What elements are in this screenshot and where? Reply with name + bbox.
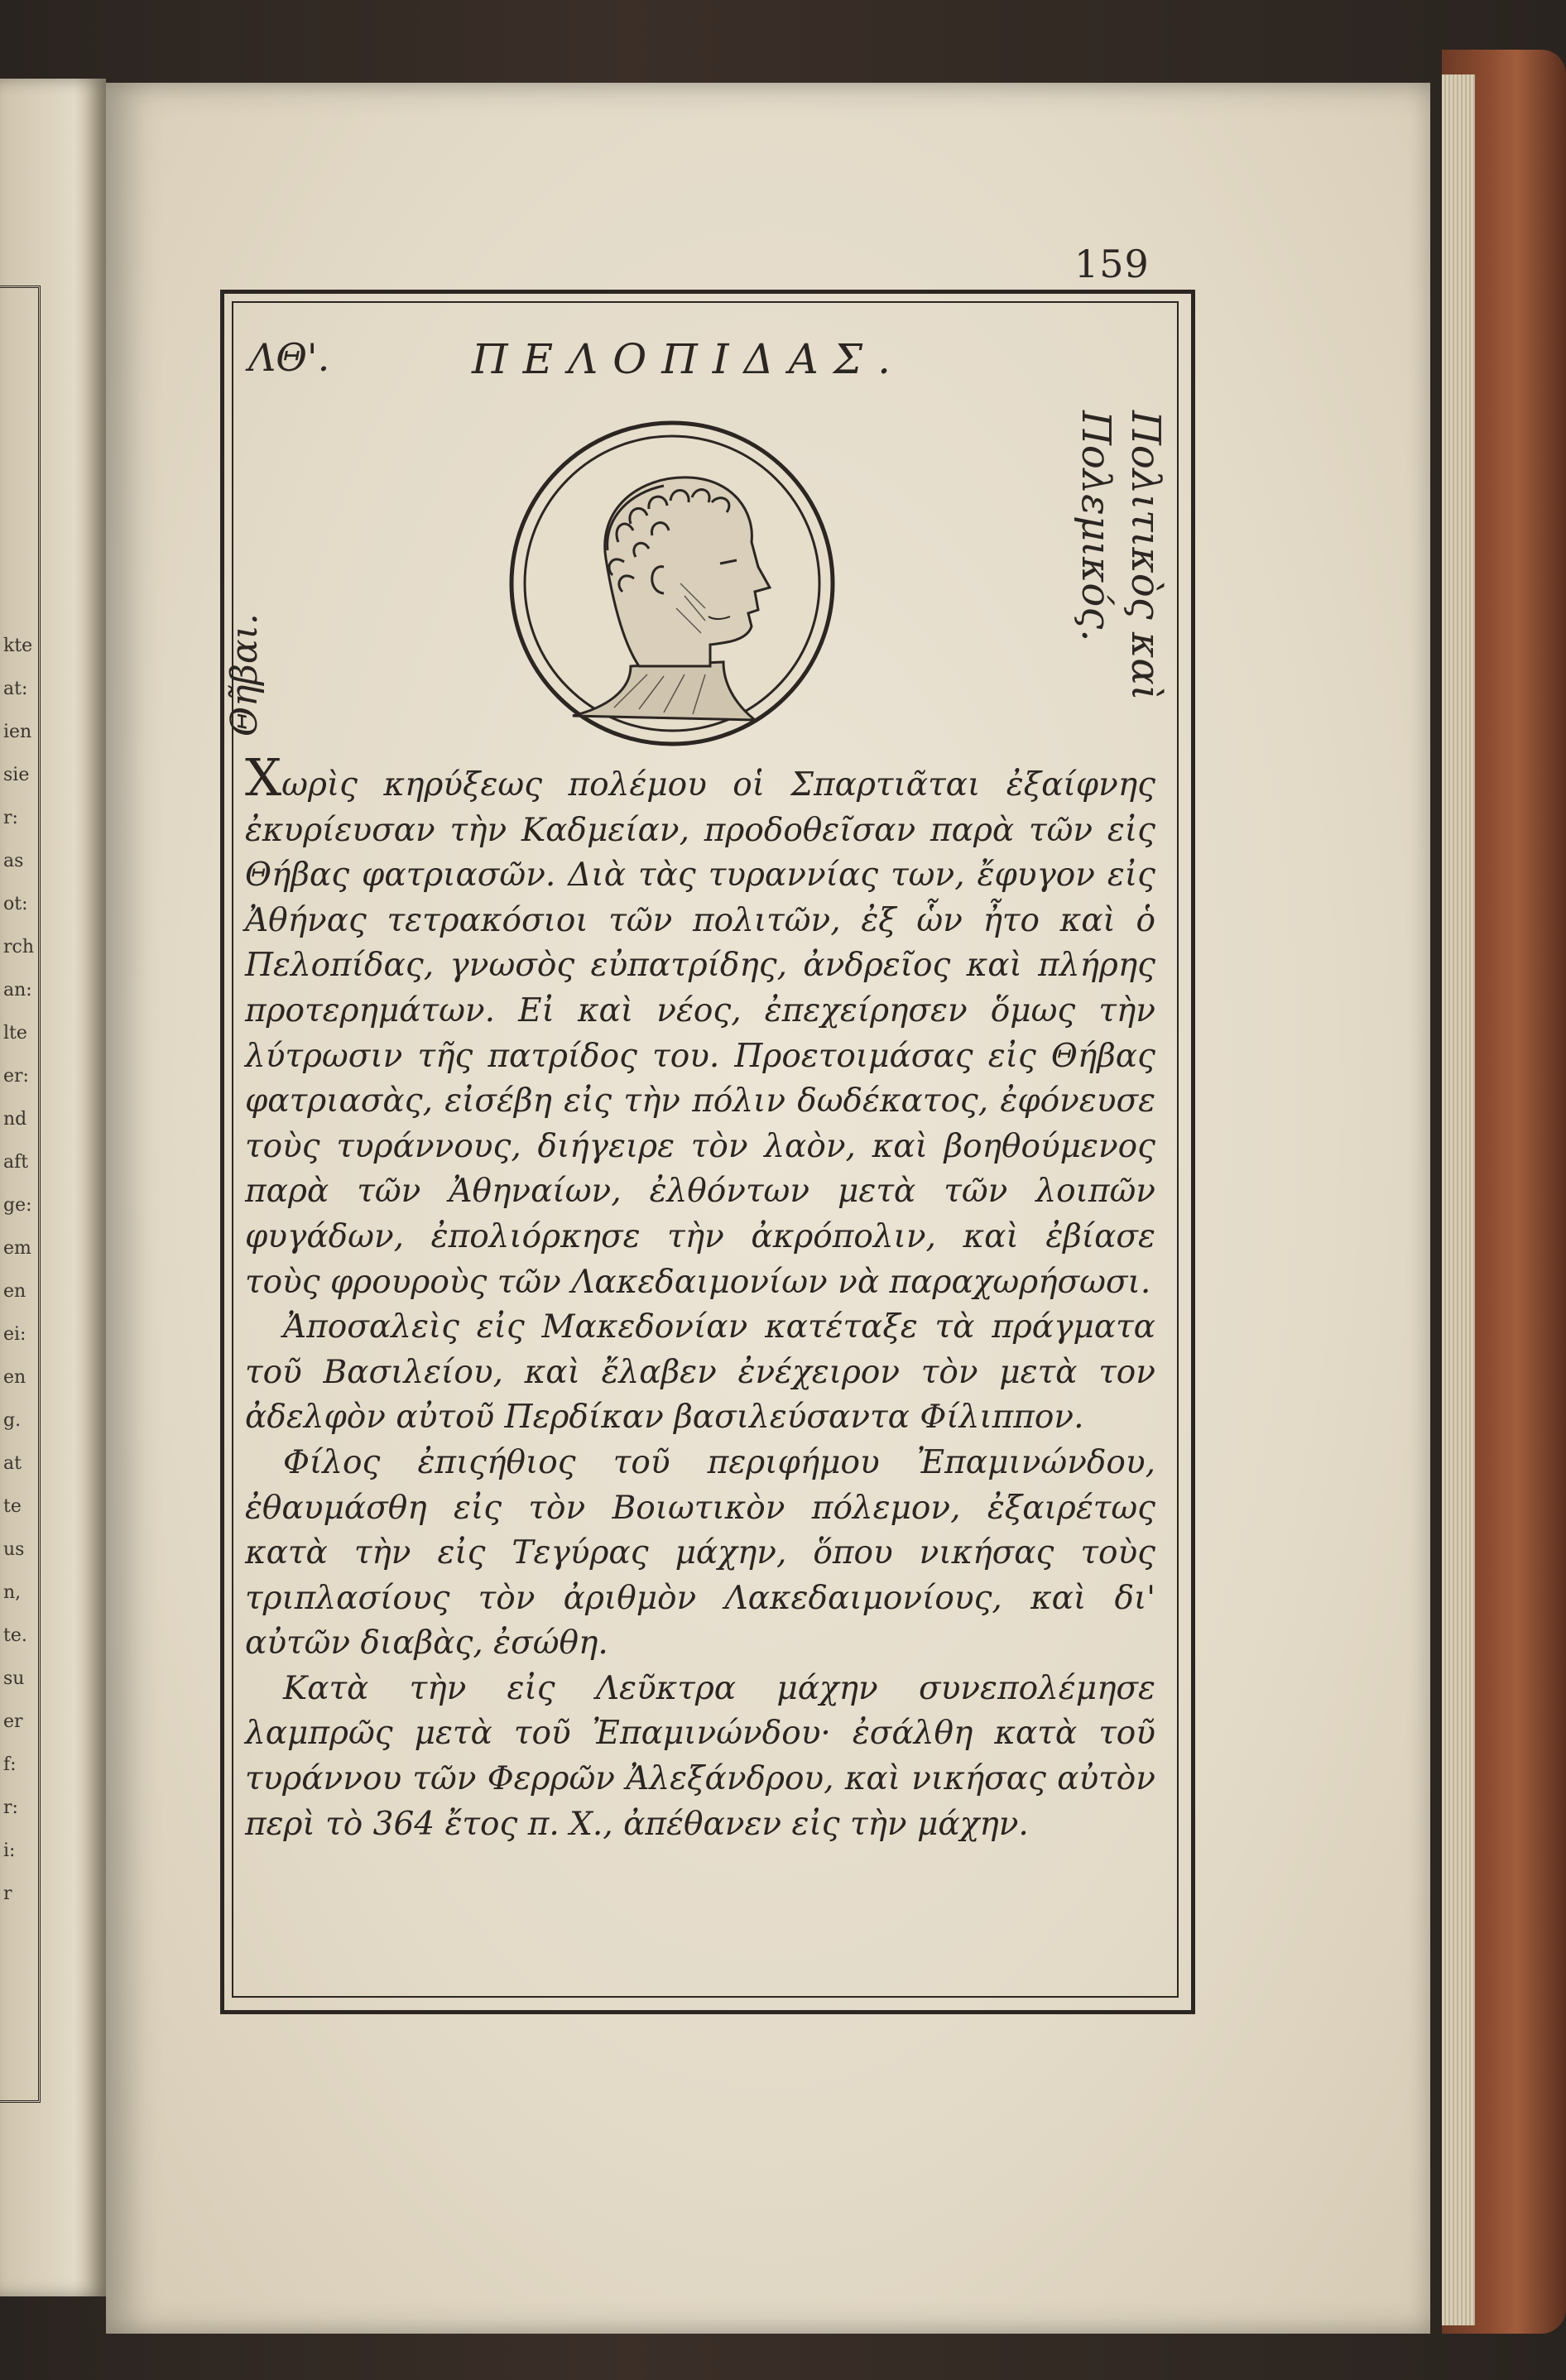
- previous-page-fragment: r:: [3, 1797, 18, 1818]
- side-label-left: Θῆβαι.: [223, 613, 266, 737]
- previous-page-fragment: nd: [3, 1109, 27, 1130]
- previous-page-fragment: aft: [3, 1152, 29, 1173]
- previous-page-fragment: at:: [3, 679, 28, 699]
- previous-page-fragment: as: [3, 851, 24, 871]
- entry-body: [245, 747, 1155, 1847]
- previous-page-fragment: er:: [3, 1066, 29, 1087]
- drop-cap: Χ: [245, 747, 282, 808]
- entry-number: ΛΘ'.: [248, 335, 330, 380]
- previous-page-fragment: n,: [3, 1582, 22, 1603]
- paragraph-4: Κατὰ τὴν εἰς Λεῦκτρα μάχην συνεπολέμησε λαμπρῶς μετὰ τοῦ Ἐπαμινώνδου· ἐσάλθη κατὰ τοῦ τυράννου τῶν Φερρῶν Ἀλεξάνδρου, καὶ νικήσας αὐτὸν περὶ τὸ 364 ἔτος π. Χ., ἀπέθανεν εἰς τὴν μάχην.: [245, 1669, 1155, 1843]
- previous-page-fragment: lte: [3, 1023, 27, 1044]
- side-label-right-line1: Πολιτικὸς καὶ: [1122, 410, 1169, 701]
- previous-page-fragment: g.: [3, 1410, 22, 1431]
- paragraph-2: Ἀποσαλεὶς εἰς Μακεδονίαν κατέταξε τὰ πράγματα τοῦ Βασιλείου, καὶ ἔλαβεν ἐνέχειρον τὸν μετὰ τον ἀδελφὸν αὐτοῦ Περδίκαν βασιλεύσαντα Φίλιππον.: [245, 1308, 1155, 1437]
- paragraph-3: Φίλος ἐπιςήθιος τοῦ περιφήμου Ἐπαμινώνδου, ἐθαυμάσθη εἰς τὸν Βοιωτικὸν πόλεμον, ἐξαιρέτως κατὰ τὴν εἰς Τεγύρας μάχην, ὅπου νικήσας τοὺς τριπλασίους τὸν ἀριθμὸν Λακεδαιμονίους, καὶ δι' αὐτῶν διαβὰς, ἐσώθη.: [245, 1443, 1155, 1663]
- previous-page-fragment: sie: [3, 765, 30, 785]
- previous-page-fragment: kte: [3, 636, 33, 656]
- previous-page-fragment: ei:: [3, 1324, 26, 1345]
- entry-title: ΠΕΛΟΠΙΔΑΣ.: [472, 335, 906, 383]
- previous-page-fragment: en: [3, 1367, 26, 1388]
- previous-page-edge: [0, 79, 106, 2296]
- page-number: 159: [1074, 242, 1150, 286]
- previous-page-fragment: er: [3, 1711, 23, 1732]
- previous-page-fragment: ien: [3, 722, 32, 742]
- paragraph-1-text: ωρὶς κηρύξεως πολέμου οἱ Σπαρτιᾶται ἐξαίφνης ἐκυρίευσαν τὴν Καδμείαν, προδοθεῖσαν παρὰ τῶν εἰς Θήβας φατριασῶν. Διὰ τὰς τυραννίας των, ἔφυγον εἰς Ἀθήνας τετρακόσιοι τῶν πολιτῶν, ἐξ ὧν ἦτο καὶ ὁ Πελοπίδας, γνωσὸς εὐπατρίδης, ἀνδρεῖος καὶ πλήρης προτερημάτων. Εἰ καὶ νέος, ἐπεχείρησεν ὅμως τὴν λύτρωσιν τῆς πατρίδος του. Προετοιμάσας εἰς Θήβας φατριασὰς, εἰσέβη εἰς τὴν πόλιν δωδέκατος, ἐφόνευσε τοὺς τυράννους, διήγειρε τὸν λαὸν, καὶ βοηθούμενος παρὰ τῶν Ἀθηναίων, ἐλθόντων μετὰ τῶν λοιπῶν φυγάδων, ἐπολιόρκησε τὴν ἀκρόπολιν, καὶ ἐβίασε τοὺς φρουροὺς τῶν Λακεδαιμονίων νὰ παραχωρήσωσι.: [245, 766, 1155, 1301]
- coin-portrait-icon: [507, 418, 838, 749]
- previous-page-fragment: us: [3, 1539, 25, 1560]
- previous-page-fragment: te.: [3, 1625, 27, 1646]
- previous-page-fragment: em: [3, 1238, 31, 1259]
- previous-page-fragment: i:: [3, 1840, 16, 1861]
- previous-page-fragment: ot:: [3, 894, 28, 914]
- side-label-right-line2: Πολεμικός.: [1073, 410, 1119, 642]
- previous-page-fragment: r: [3, 1883, 12, 1904]
- previous-page-fragment: su: [3, 1668, 25, 1689]
- previous-page-fragment: r:: [3, 808, 18, 828]
- previous-page-fragment: rch: [3, 937, 35, 957]
- previous-page-fragment: an:: [3, 980, 32, 1000]
- previous-page-fragment: en: [3, 1281, 26, 1302]
- side-label-right: [1063, 410, 1170, 766]
- paragraph-1: [245, 747, 1155, 1305]
- previous-page-fragment: f:: [3, 1754, 17, 1775]
- previous-page-fragment: ge:: [3, 1195, 32, 1216]
- previous-page-frame: [0, 286, 41, 2103]
- page-stack-edge: [1442, 74, 1475, 2325]
- previous-page-fragment: at: [3, 1453, 22, 1474]
- previous-page-fragment: te: [3, 1496, 22, 1517]
